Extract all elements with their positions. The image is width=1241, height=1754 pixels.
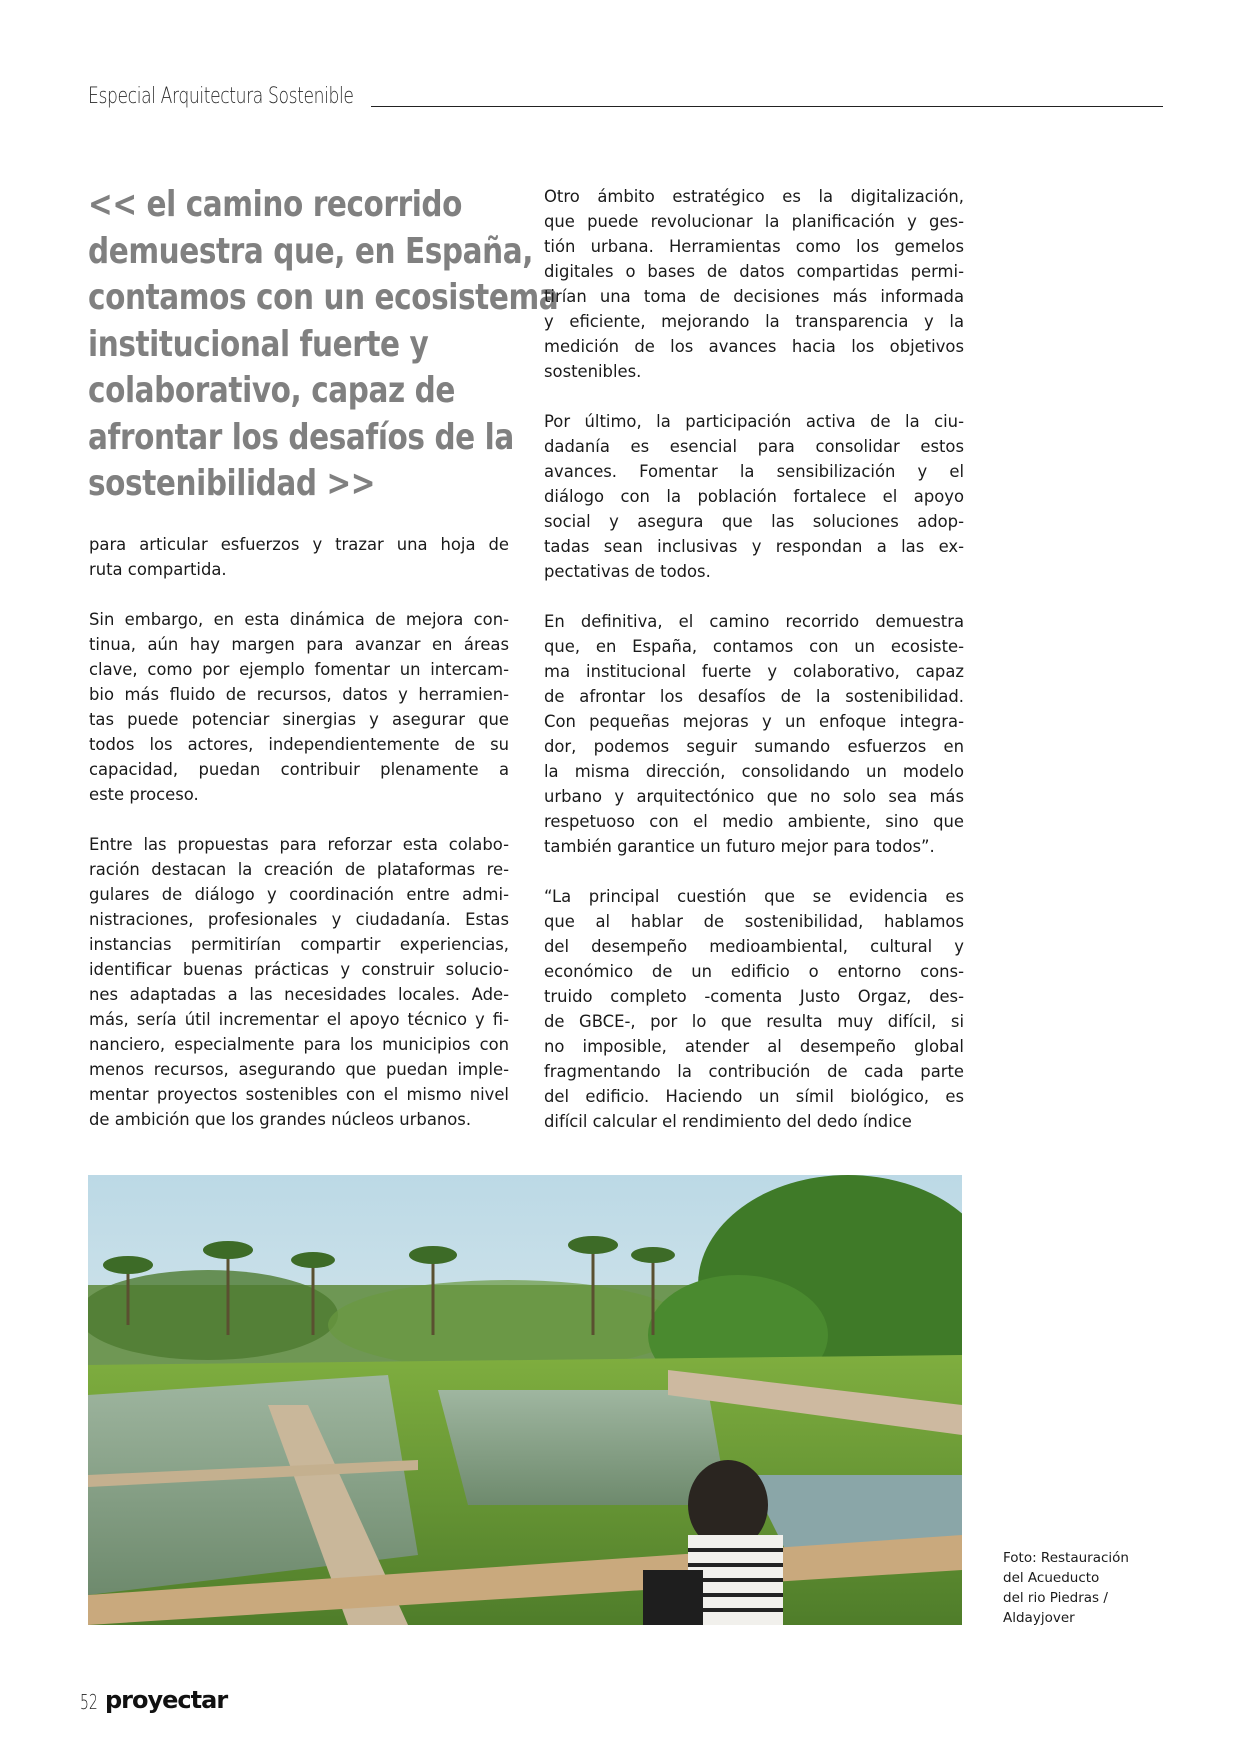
running-header xyxy=(88,84,1163,114)
pull-quote-line: colaborativo, capaz de xyxy=(88,370,456,411)
text-line: la misma dirección, consolidando un modelo xyxy=(544,762,964,781)
paragraph xyxy=(89,832,509,1132)
text-line: este proceso. xyxy=(89,785,199,804)
text-line: de ambición que los grandes núcleos urbanos. xyxy=(89,1110,472,1129)
text-line: tirían una toma de decisiones más informada xyxy=(544,287,964,306)
text-line: urbano y arquitectónico que no solo sea más xyxy=(544,787,964,806)
pull-quote-line: contamos con un ecosistema xyxy=(88,277,559,318)
wetland-park-image xyxy=(88,1175,962,1625)
text-line: ma institucional fuerte y colaborativo, capaz xyxy=(544,662,964,681)
header-rule xyxy=(371,106,1163,107)
text-line: también garantice un futuro mejor para todos”. xyxy=(544,837,935,856)
text-line: del desempeño medioambiental, cultural y xyxy=(544,937,964,956)
paragraph xyxy=(544,609,964,859)
text-line: todos los actores, independientemente de su xyxy=(89,735,509,754)
text-line: menos recursos, asegurando que puedan imple- xyxy=(89,1060,509,1079)
text-line: “La principal cuestión que se evidencia es xyxy=(544,887,964,906)
magazine-logo: proyectar xyxy=(105,1686,228,1714)
text-line: fragmentando la contribución de cada parte xyxy=(544,1062,964,1081)
text-line: que, en España, contamos con un ecosiste- xyxy=(544,637,964,656)
text-line: Por último, la participación activa de la ciu- xyxy=(544,412,964,431)
paragraph xyxy=(544,184,964,384)
text-line: medición de los avances hacia los objetivos xyxy=(544,337,964,356)
text-line: dor, podemos seguir sumando esfuerzos en xyxy=(544,737,964,756)
text-line: diálogo con la población fortalece el apoyo xyxy=(544,487,964,506)
text-line: mentar proyectos sostenibles con el mismo nivel xyxy=(89,1085,509,1104)
text-line: avances. Fomentar la sensibilización y el xyxy=(544,462,964,481)
photo-caption xyxy=(1003,1548,1153,1628)
pull-quote-line: << el camino recorrido xyxy=(88,184,463,225)
left-column xyxy=(89,532,509,1157)
right-column xyxy=(544,184,964,1159)
caption-line: Foto: Restauración xyxy=(1003,1550,1129,1566)
text-line: que al hablar de sostenibilidad, hablamos xyxy=(544,912,964,931)
text-line: tinua, aún hay margen para avanzar en áreas xyxy=(89,635,509,654)
caption-line: del rio Piedras / xyxy=(1003,1590,1108,1606)
text-line: dadanía es esencial para consolidar estos xyxy=(544,437,964,456)
text-line: sostenibles. xyxy=(544,362,642,381)
text-line: tión urbana. Herramientas como los gemelos xyxy=(544,237,964,256)
text-line: capacidad, puedan contribuir plenamente a xyxy=(89,760,509,779)
text-line: nanciero, especialmente para los municipios con xyxy=(89,1035,509,1054)
text-line: Con pequeñas mejoras y un enfoque integra- xyxy=(544,712,964,731)
text-line: del edificio. Haciendo un símil biológico, es xyxy=(544,1087,964,1106)
text-line: que puede revolucionar la planificación y ges- xyxy=(544,212,964,231)
text-line: digitales o bases de datos compartidas permi- xyxy=(544,262,964,281)
paragraph xyxy=(89,607,509,807)
text-line: tas puede potenciar sinergias y asegurar que xyxy=(89,710,509,729)
pull-quote xyxy=(88,182,559,508)
caption-line: del Acueducto xyxy=(1003,1570,1100,1586)
text-line: gulares de diálogo y coordinación entre admi- xyxy=(89,885,509,904)
text-line: difícil calcular el rendimiento del dedo índice xyxy=(544,1112,912,1131)
text-line: identificar buenas prácticas y construir solucio- xyxy=(89,960,509,979)
text-line: ración destacan la creación de plataformas re- xyxy=(89,860,509,879)
text-line: y eficiente, mejorando la transparencia y la xyxy=(544,312,964,331)
article-photo xyxy=(88,1175,962,1625)
text-line: nistraciones, profesionales y ciudadanía. Estas xyxy=(89,910,509,929)
text-line: de afrontar los desafíos de la sostenibilidad. xyxy=(544,687,964,706)
text-line: truido completo -comenta Justo Orgaz, des- xyxy=(544,987,964,1006)
text-line: clave, como por ejemplo fomentar un intercam- xyxy=(89,660,509,679)
paragraph xyxy=(544,884,964,1134)
text-line: Entre las propuestas para reforzar esta colabo- xyxy=(89,835,509,854)
text-line: Sin embargo, en esta dinámica de mejora con- xyxy=(89,610,509,629)
pull-quote-line: sostenibilidad >> xyxy=(88,463,376,504)
text-line: instancias permitirían compartir experiencias, xyxy=(89,935,509,954)
section-title: Especial Arquitectura Sostenible xyxy=(88,84,354,109)
text-line: ruta compartida. xyxy=(89,560,227,579)
pull-quote-line: afrontar los desafíos de la xyxy=(88,416,514,458)
text-line: Otro ámbito estratégico es la digitalización, xyxy=(544,187,964,206)
text-line: respetuoso con el medio ambiente, sino que xyxy=(544,812,964,831)
text-line: tadas sean inclusivas y respondan a las ex- xyxy=(544,537,964,556)
text-line: más, sería útil incrementar el apoyo técnico y fi- xyxy=(89,1010,509,1029)
pull-quote-line: institucional fuerte y xyxy=(88,323,429,365)
paragraph xyxy=(89,532,509,582)
text-line: En definitiva, el camino recorrido demuestra xyxy=(544,612,964,631)
text-line: bio más fluido de recursos, datos y herramien- xyxy=(89,685,509,704)
text-line: pectativas de todos. xyxy=(544,562,711,581)
text-line: no imposible, atender al desempeño global xyxy=(544,1037,964,1056)
text-line: de GBCE-, por lo que resulta muy difícil, si xyxy=(544,1012,964,1031)
caption-line: Aldayjover xyxy=(1003,1610,1075,1626)
text-line: económico de un edificio o entorno cons- xyxy=(544,962,964,981)
text-line: nes adaptadas a las necesidades locales. Ade- xyxy=(89,985,509,1004)
text-line: para articular esfuerzos y trazar una hoja de xyxy=(89,535,509,554)
pull-quote-line: demuestra que, en España, xyxy=(88,230,534,272)
page-number: 52 xyxy=(80,1690,98,1714)
paragraph xyxy=(544,409,964,584)
text-line: social y asegura que las soluciones adop- xyxy=(544,512,964,531)
